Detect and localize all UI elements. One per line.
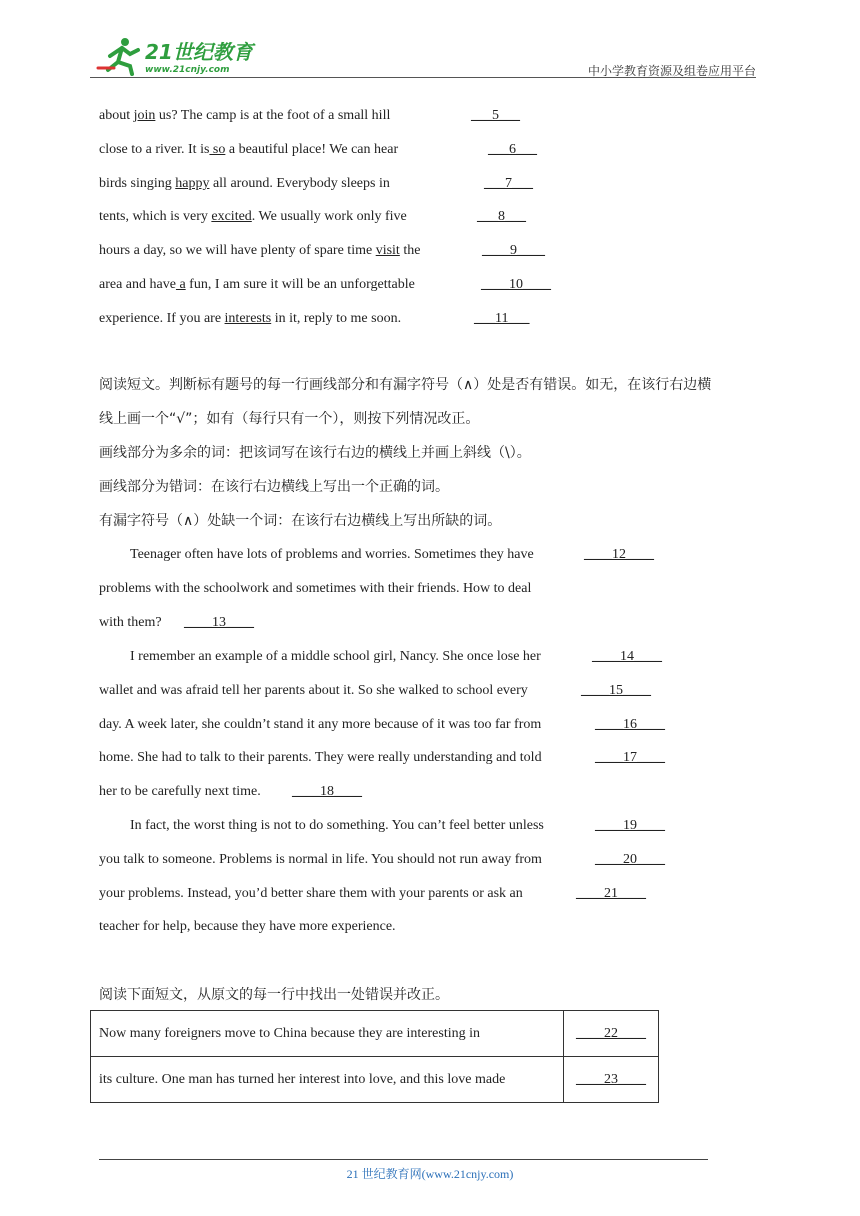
s1-line: birds singing happy all around. Everybody sleeps in [99, 176, 390, 191]
answer-blank[interactable]: ____21____ [576, 886, 646, 901]
header-platform-text: 中小学教育资源及组卷应用平台 [587, 64, 756, 78]
answer-blank[interactable]: ____18____ [292, 784, 362, 799]
answer-blank[interactable] [564, 1057, 659, 1103]
s2-line: your problems. Instead, you’d better share them with your parents or ask an [99, 886, 523, 901]
answer-blank[interactable]: ____19____ [595, 818, 665, 833]
answer-blank[interactable] [564, 1011, 659, 1057]
footer-text: 21 世纪教育网(www.21cnjy.com) [346, 1167, 514, 1181]
answer-blank[interactable]: ____13____ [184, 615, 254, 630]
s2-line: teacher for help, because they have more experience. [99, 919, 396, 934]
s1-line: close to a river. It is so a beautiful place! We can hear [99, 142, 399, 157]
instruction-line: 阅读短文。判断标有题号的每一行画线部分和有漏字符号（∧）处是否有错误。如无，在该行右边横 [99, 377, 712, 393]
instruction-line: 画线部分为错词：在该行右边横线上写出一个正确的词。 [99, 479, 449, 495]
s2-line: I remember an example of a middle school girl, Nancy. She once lose her [130, 649, 541, 664]
answer-blank[interactable]: ____12____ [584, 547, 654, 562]
instruction-line: 有漏字符号（∧）处缺一个词：在该行右边横线上写出所缺的词。 [99, 513, 502, 529]
answer-blank[interactable]: ____10____ [481, 277, 551, 292]
instruction-line: 线上画一个“√”；如有（每行只有一个），则按下列情况改正。 [99, 411, 480, 427]
s1-line: hours a day, so we will have plenty of spare time visit the [99, 243, 421, 258]
answer-blank[interactable]: ___7___ [484, 176, 533, 191]
s1-line: about join us? The camp is at the foot of a small hill [99, 108, 391, 123]
table-row [91, 1057, 659, 1103]
s2-line: you talk to someone. Problems is normal in life. You should not run away from [99, 852, 542, 867]
s2-line: wallet and was afraid tell her parents about it. So she walked to school every [99, 683, 528, 698]
header-divider [90, 77, 756, 78]
table-cell-text: its culture. One man has turned her interest into love, and this love made [91, 1057, 564, 1103]
site-logo [90, 34, 260, 78]
s1-line: area and have a fun, I am sure it will be an unforgettable [99, 277, 415, 292]
section3-table [90, 1010, 659, 1103]
answer-blank-text: ____23____ [576, 1071, 646, 1087]
footer-divider [99, 1159, 708, 1160]
answer-blank[interactable]: ____9____ [482, 243, 545, 258]
page-header [90, 34, 756, 78]
answer-blank[interactable]: ___6___ [488, 142, 537, 157]
answer-blank[interactable]: ____17____ [595, 750, 665, 765]
table-cell-text: Now many foreigners move to China because they are interesting in [91, 1011, 564, 1057]
s2-line: Teenager often have lots of problems and worries. Sometimes they have [130, 547, 534, 562]
s2-line: In fact, the worst thing is not to do something. You can’t feel better unless [130, 818, 544, 833]
s2-line: home. She had to talk to their parents. They were really understanding and told [99, 750, 542, 765]
answer-blank[interactable]: ____20____ [595, 852, 665, 867]
logo-text: 21世纪教育 [145, 40, 253, 64]
answer-blank[interactable]: ___8___ [477, 209, 526, 224]
answer-blank[interactable]: ____15____ [581, 683, 651, 698]
answer-blank[interactable]: ___5___ [471, 108, 520, 123]
logo-url: www.21cnjy.com [145, 65, 230, 75]
instruction-line: 画线部分为多余的词：把该词写在该行右边的横线上并画上斜线（\）。 [99, 445, 531, 461]
s1-line: experience. If you are interests in it, reply to me soon. [99, 311, 402, 326]
answer-blank[interactable]: ___11___ [474, 311, 530, 326]
table-row [91, 1011, 659, 1057]
s2-line: day. A week later, she couldn’t stand it any more because of it was too far from [99, 717, 542, 732]
section3-instruction: 阅读下面短文，从原文的每一行中找出一处错误并改正。 [99, 987, 449, 1003]
s2-line: with them? [99, 615, 162, 630]
s2-line: her to be carefully next time. [99, 784, 261, 799]
s2-line: problems with the schoolwork and sometimes with their friends. How to deal [99, 581, 532, 596]
answer-blank[interactable]: ____16____ [595, 717, 665, 732]
answer-blank-text: ____22____ [576, 1025, 646, 1041]
s1-line: tents, which is very excited. We usually work only five [99, 209, 407, 224]
answer-blank[interactable]: ____14____ [592, 649, 662, 664]
